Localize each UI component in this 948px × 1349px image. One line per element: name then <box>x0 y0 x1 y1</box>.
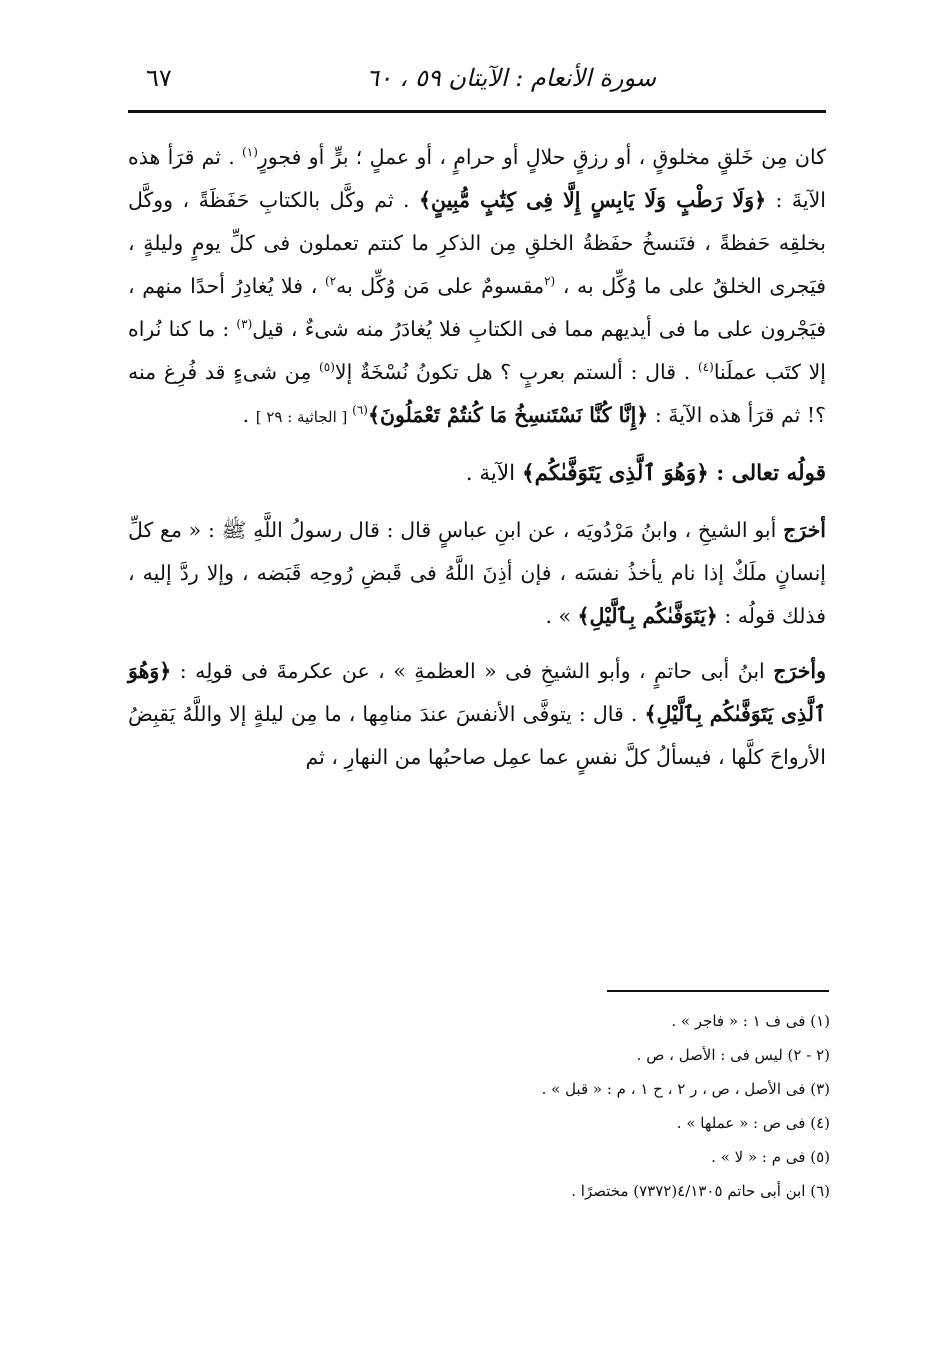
heading-suffix: الآية . <box>465 461 522 486</box>
text-run: : ما كنا نُراه إلا كتَب عملَنا <box>128 317 826 384</box>
verse-reference: [ الجاثية : ٢٩ ] <box>255 408 353 426</box>
quran-verse: ﴿وَهُوَ ٱلَّذِى يَتَوَفَّىٰكُم بِٱلَّيْلِ﴾ <box>128 659 826 726</box>
text-run: ، فلا يُغادِرُ أحدًا منهم ، فيَجْرون على ما فى أيديهم مما فى الكتابِ فلا يُغادَرُ منه شىءٌ ، قيل <box>128 274 827 341</box>
footnote: (٢ - ٢) ليس فى : الأصل ، ص . <box>636 1046 830 1064</box>
quran-verse: ﴿إِنَّا كُنَّا نَسْتَنسِخُ مَا كُنتُمْ تَعْمَلُونَ﴾ <box>367 403 649 427</box>
footnote: (١) فى ف ١ : « فاجر » . <box>671 1012 830 1030</box>
heading-label: قولُه تعالى : <box>708 461 826 486</box>
footnote-marker-1: (١) <box>242 145 258 160</box>
paragraph-1 <box>128 136 826 439</box>
quran-verse: ﴿وَلَا رَطْبٍ وَلَا يَابِسٍ إِلَّا فِى كِتَٰبٍ مُّبِينٍ﴾ <box>418 188 767 212</box>
footnote: (٥) فى م : « لا » . <box>711 1148 830 1166</box>
lead-word: أخرَج <box>783 518 826 542</box>
footnote-marker-5: (٥) <box>319 360 335 375</box>
footnote-marker-3: (٣) <box>236 317 253 332</box>
footnotes <box>260 1004 830 1208</box>
main-text <box>128 136 826 791</box>
footnote-marker-2-start: (٢ <box>544 274 556 289</box>
text-run: كان مِن خَلقٍ مخلوقٍ ، أو رزقٍ حلالٍ أو حرامٍ ، أو عملٍ ؛ برٍّ أو فجورٍ <box>257 145 826 169</box>
quran-verse: ﴿وَهُوَ ٱلَّذِى يَتَوَفَّىٰكُم﴾ <box>521 461 709 486</box>
text-run: . ثم وكَّل بالكتابِ حَفَظَةً ، ووكَّل بخلقِه حَفظةً ، فتَنسخُ حفَظةُ الخلقِ مِن الذكرِ ما كنتم تعملون فى كلِّ يومٍ وليلةٍ ، فيَجرى الخلقُ على ما وُكِّل به ، <box>128 188 827 298</box>
paragraph-2 <box>128 509 826 638</box>
running-title: سورة الأنعام : الآيتان ٥٩ ، ٦٠ <box>366 64 656 92</box>
text-run: ابنُ أبى حاتمٍ ، وأبو الشيخِ فى « العظمةِ » ، عن عكرمةَ فى قولِه : <box>171 659 774 683</box>
page-header <box>128 58 826 108</box>
section-heading <box>128 451 826 497</box>
text-run: مقسومٌ على مَن وُكِّل به <box>336 274 545 298</box>
text-run: . قال : يتوفَّى الأنفسَ عندَ منامِها ، ما مِن ليلةٍ إلا واللَّهُ يَقبِضُ الأرواحَ كلَّها ، فيسألُ كلَّ نفسٍ عما عمِل صاحبُها من النهارِ ، ثم <box>128 702 826 769</box>
text-run: . ثم قرَأ هذه الآيةَ : <box>128 145 826 212</box>
footnote: (٣) فى الأصل ، ص ، ر ٢ ، ح ١ ، م : « قبل » . <box>541 1080 830 1098</box>
text-run: أبو الشيخِ ، وابنُ مَرْدُويَه ، عن ابنِ عباسٍ قال : قال رسولُ اللَّهِ ﷺ : « مع كلِّ إنسانٍ ملَكٌ إذا نام يأخذُ نفسَه ، فإن أذِنَ اللَّهُ فى قَبضِ رُوحِه قَبَضه ، وإلا ردَّ إليه ، فذلك قولُه : <box>128 518 826 628</box>
text-run: مِن شىءٍ قد فُرِغ منه ؟! ثم قرَأ هذه الآيةَ : <box>128 360 826 427</box>
lead-word: وأخرَج <box>773 659 826 683</box>
footnote: (٤) فى ص : « عملها » . <box>676 1114 830 1132</box>
footnote-marker-4: (٤) <box>697 360 714 375</box>
header-rule <box>128 110 826 113</box>
text-run: » . <box>545 604 578 628</box>
footnote-marker-6: (٦) <box>352 403 368 418</box>
paragraph-3 <box>128 650 826 779</box>
text-run: . <box>242 403 256 427</box>
page-number: ٦٧ <box>146 64 172 92</box>
quran-verse: ﴿يَتَوَفَّىٰكُم بِٱلَّيْلِ﴾ <box>577 604 718 628</box>
footnote-marker-2-end: ٢) <box>324 274 337 289</box>
text-run: . قال : ألستم بعربٍ ؟ هل تكونُ نُسْخَةٌ إلا <box>334 360 698 384</box>
footnote-rule <box>607 990 829 992</box>
footnote: (٦) ابن أبى حاتم ٤/١٣٠٥(٧٣٧٢) مختصرًا . <box>571 1182 830 1200</box>
